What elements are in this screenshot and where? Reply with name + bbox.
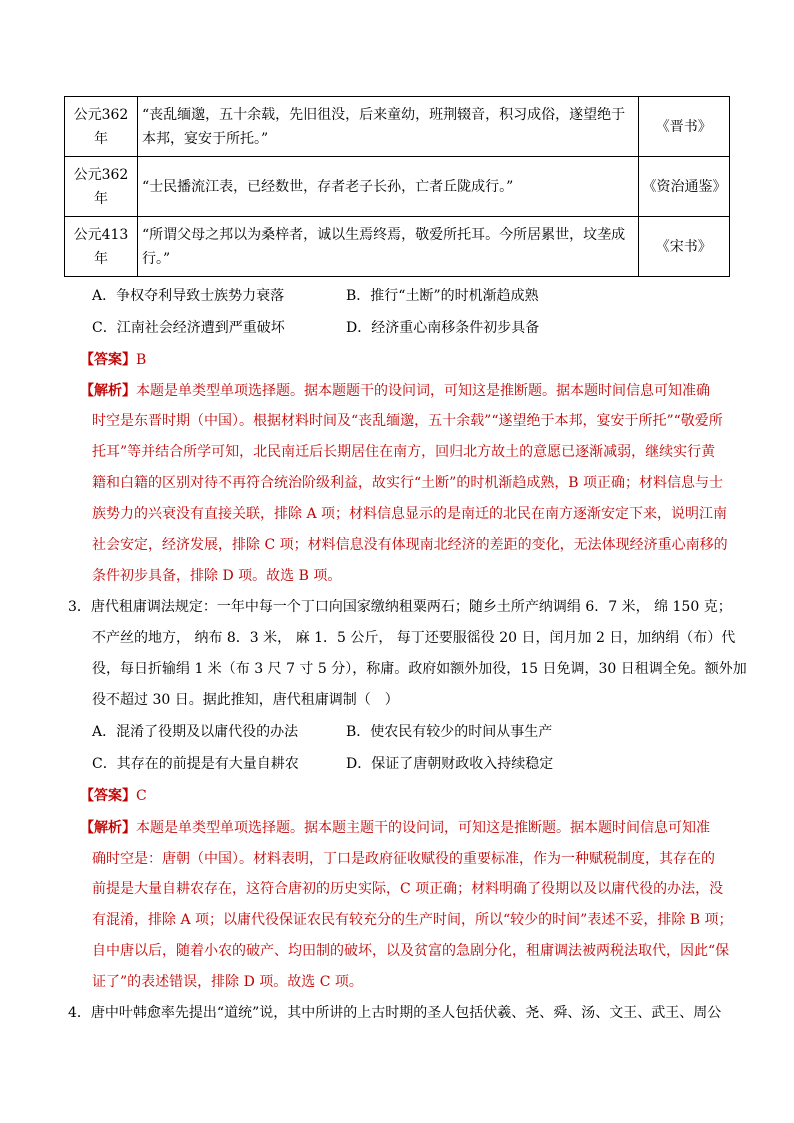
analysis-label: 【解析】 [80,820,136,836]
q3-analysis-line: 证了”的表述错误，排除 D 项。故选 C 项。 [92,974,363,990]
q2-answer [80,350,146,370]
q2-analysis-line: 条件初步具备，排除 D 项。故选 B 项。 [92,568,342,584]
q2-analysis-line: 族势力的兴衰没有直接关联，排除 A 项；材料信息显示的是南迁的北民在南方逐渐安定下来，说明江南 [92,506,728,522]
q2-analysis-line: 籍和白籍的区别对待不再符合统治阶级利益，故实行“土断”的时机渐趋成熟，B 项正确；材料信息与士 [92,475,724,491]
q2-analysis-line: 托耳”等并结合所学可知，北民南迁后长期居住在南方，回归北方故土的意愿已逐渐减弱，继续实行黄 [92,444,716,460]
table-row [65,217,730,277]
table-cell-source: 《宋书》 [638,217,729,277]
q3-analysis-line: 自中唐以后，随着小农的破产、均田制的破坏，以及贫富的急剧分化，租庸调法被两税法取代，因此“保 [92,943,730,959]
q3-stem-line: 3．唐代租庸调法规定：一年中每一个丁口向国家缴纳租粟两石；随乡土所产纳调绢 6．7 米， 绵 150 克； [68,599,732,615]
q3-stem-line: 役，每日折输绢 1 米（布 3 尺 7 寸 5 分），称庸。政府如额外加役，15 日免调，30 日租调全免。额外加 [92,661,747,677]
table-row [65,97,730,157]
q3-stem-line: 不产丝的地方， 纳布 8．3 米， 麻 1．5 公斤， 每丁还要服徭役 20 日，闰月加 2 日，加纳绢（布）代 [92,630,736,646]
table-cell-quote: “士民播流江表，已经数世，存者老子长孙，亡者丘陇成行。” [137,157,638,217]
q2-analysis-line: 时空是东晋时期（中国）。根据材料时间及“丧乱缅邈，五十余载”“遂望绝于本邦，宴安于所托”“敬爱所 [92,413,723,429]
q3-answer [80,786,147,806]
q2-analysis-line: 社会安定，经济发展，排除 C 项；材料信息没有体现南北经济的差距的变化，无法体现经济重心南移的 [92,537,728,553]
q2-option-c: C．江南社会经济遭到严重破坏 [92,320,285,336]
source-table [64,96,730,277]
q2-option-a: A．争权夺利导致士族势力衰落 [92,288,285,304]
q4-stem-line: 4．唐中叶韩愈率先提出“道统”说，其中所讲的上古时期的圣人包括伏羲、尧、舜、汤、文王、武王、周公 [68,1005,722,1021]
answer-value: B [136,352,147,368]
table-cell-quote: “所谓父母之邦以为桑梓者，诚以生焉终焉，敬爱所托耳。今所居累世，坟垄成行。” [137,217,638,277]
table-cell-year: 公元362年 [65,157,138,217]
table-cell-quote: “丧乱缅邈，五十余载，先旧徂没，后来童幼，班荆辍音，积习成俗，遂望绝于本邦，宴安于所托。” [137,97,638,157]
table-row [65,157,730,217]
q3-option-a: A．混淆了役期及以庸代役的办法 [92,724,299,740]
table-cell-source: 《晋书》 [638,97,729,157]
answer-label: 【答案】 [80,352,136,368]
q2-option-b: B．推行“土断”的时机渐趋成熟 [346,288,539,304]
q3-analysis-line: 有混淆，排除 A 项；以庸代役保证农民有较充分的生产时间，所以“较少的时间”表述不妥，排除 B 项； [92,912,733,928]
q2-option-d: D．经济重心南移条件初步具备 [346,320,540,336]
analysis-label: 【解析】 [80,383,136,399]
q3-analysis-line: 【解析】本题是单类型单项选择题。据本题主题干的设问词，可知这是推断题。据本题时间信息可知准 [80,820,710,836]
q3-stem-line: 役不超过 30 日。据此推知，唐代租庸调制（ ） [92,692,399,708]
q3-analysis-line: 确时空是：唐朝（中国）。材料表明，丁口是政府征收赋役的重要标准，作为一种赋税制度，其存在的 [92,851,715,867]
q3-analysis-line: 前提是大量自耕农存在，这符合唐初的历史实际，C 项正确；材料明确了役期以及以庸代役的办法，没 [92,881,724,897]
q3-option-b: B．使农民有较少的时间从事生产 [346,724,553,740]
table-cell-year: 公元413年 [65,217,138,277]
q2-analysis-line: 【解析】本题是单类型单项选择题。据本题题干的设问词，可知这是推断题。据本题时间信息可知准确 [80,383,710,399]
answer-value: C [136,788,147,804]
q3-option-d: D．保证了唐朝财政收入持续稳定 [346,756,554,772]
q3-option-c: C．其存在的前提是有大量自耕农 [92,756,299,772]
answer-label: 【答案】 [80,788,136,804]
table-cell-year: 公元362年 [65,97,138,157]
table-cell-source: 《资治通鉴》 [638,157,729,217]
